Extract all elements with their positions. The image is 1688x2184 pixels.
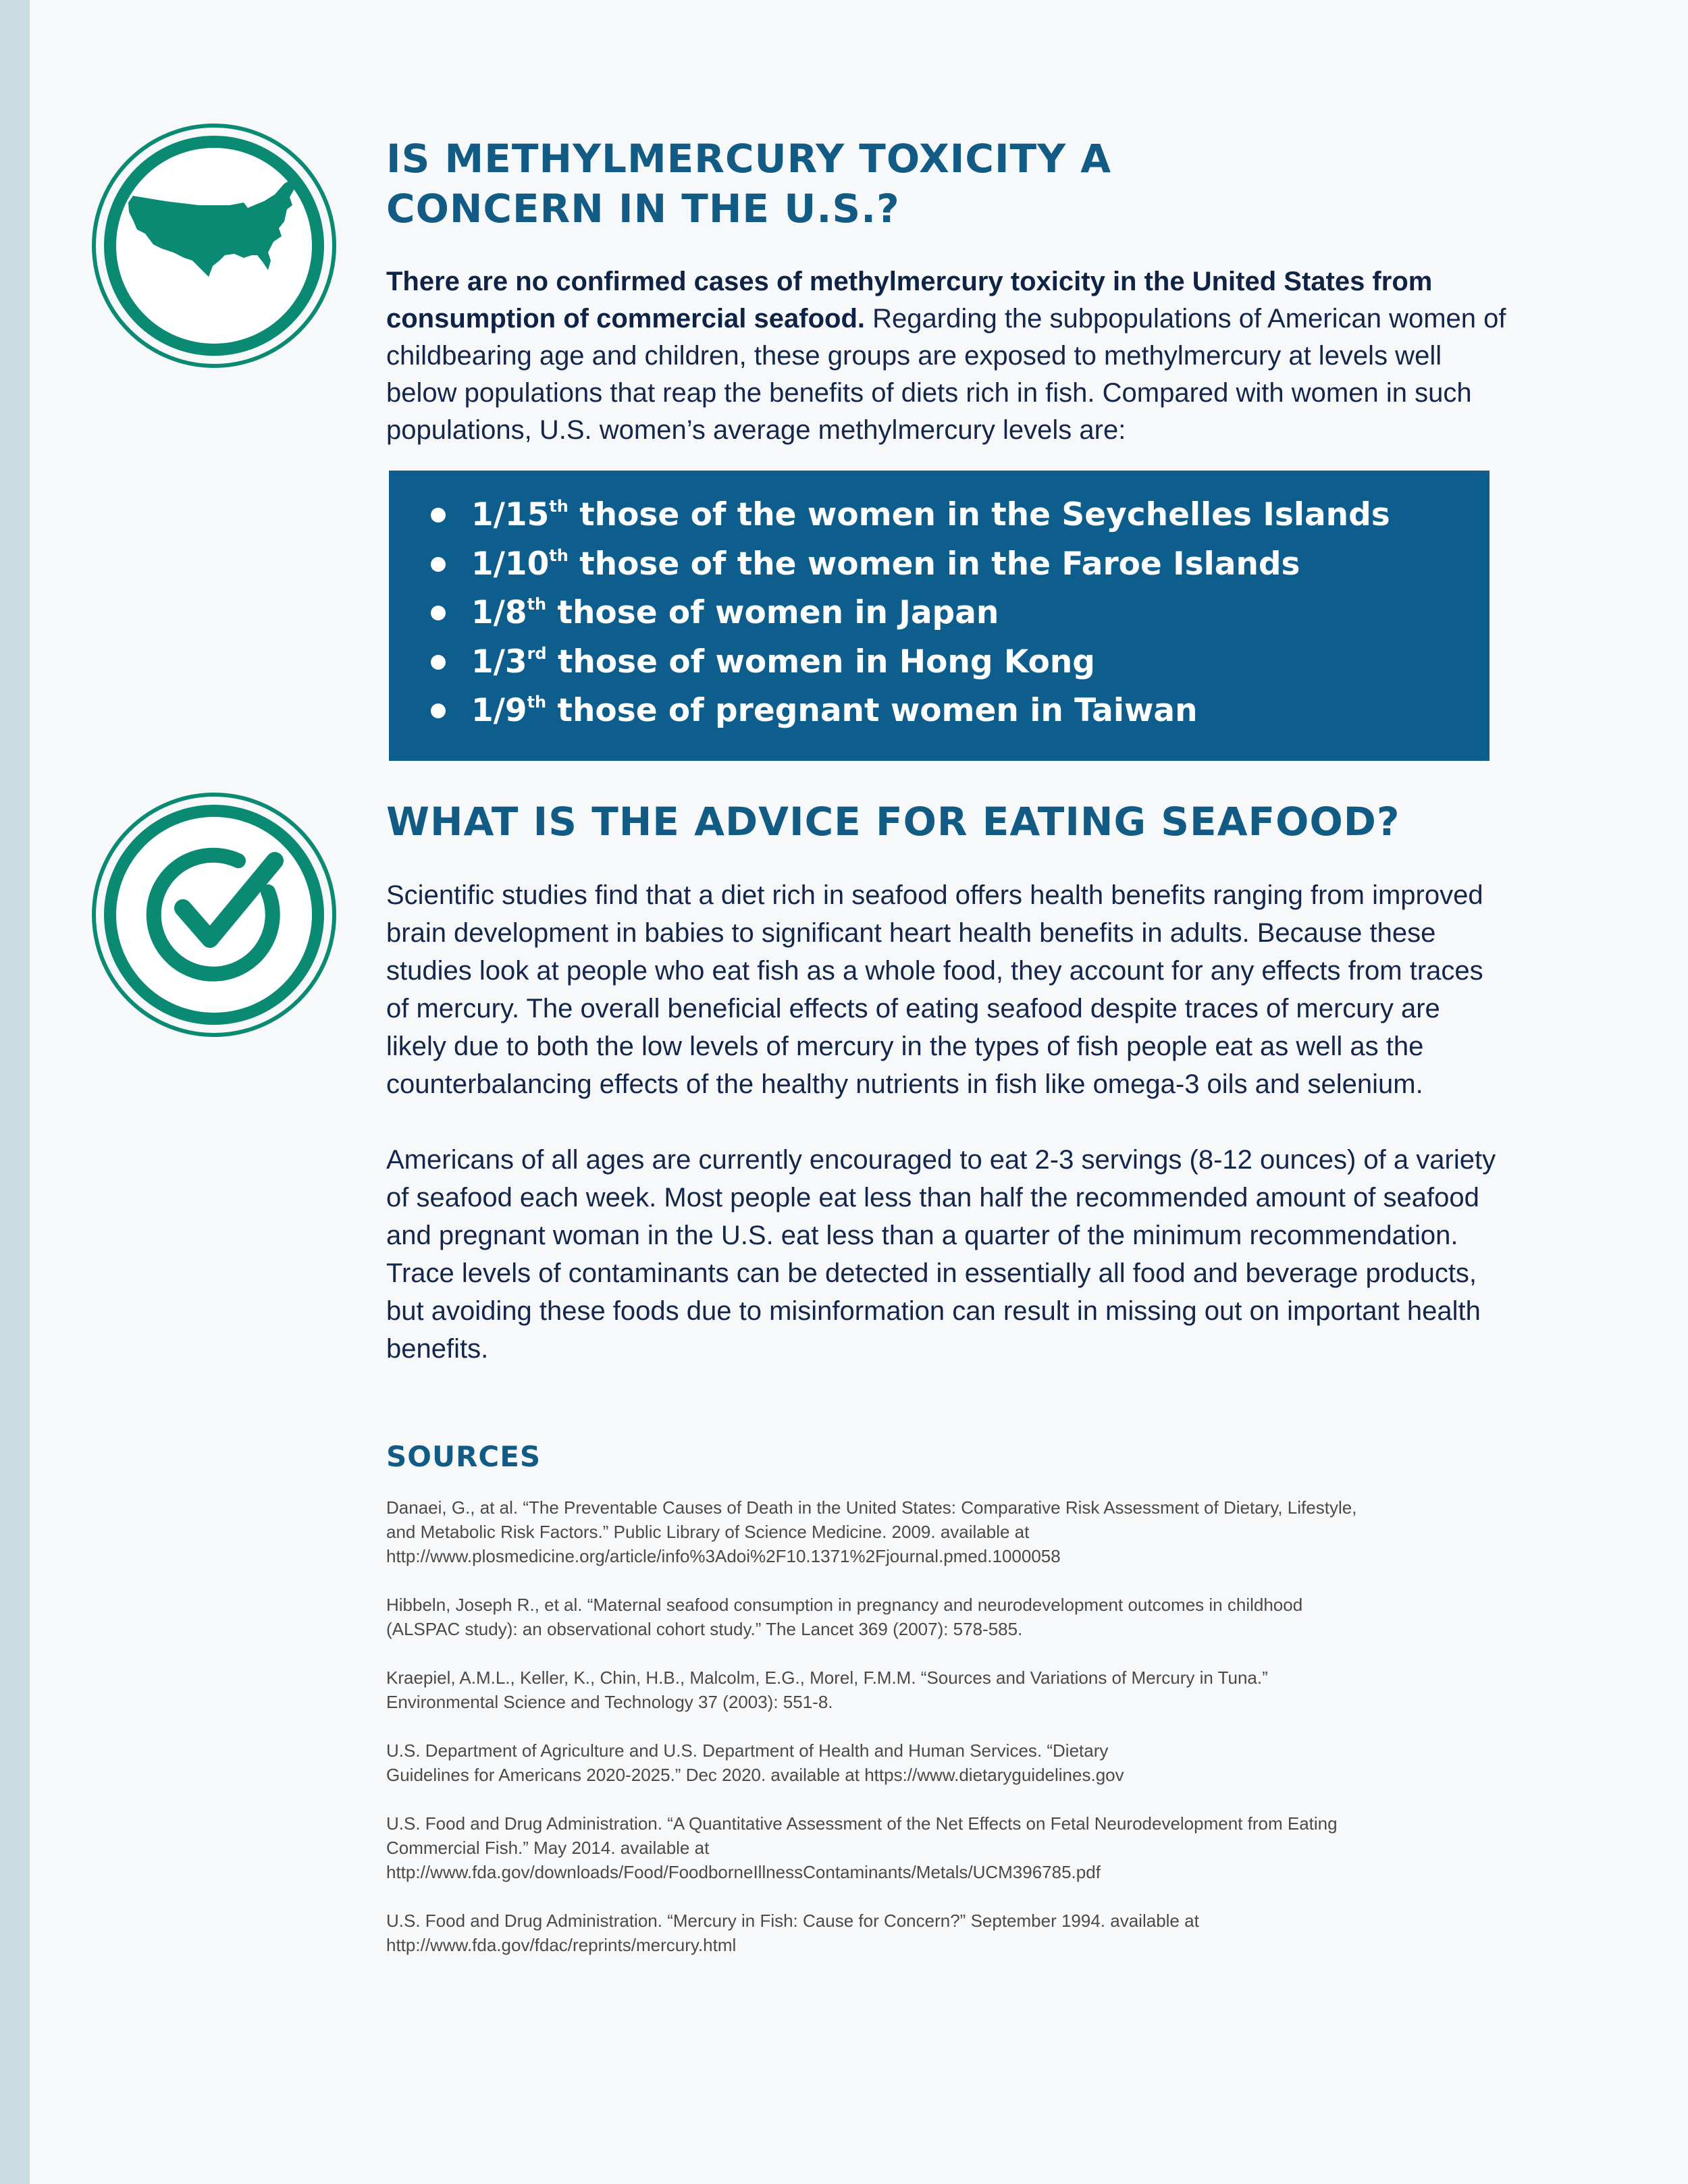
comparison-item [431, 491, 1489, 540]
section1-heading-line: CONCERN IN THE U.S.? [386, 186, 900, 232]
source-line: Guidelines for Americans 2020-2025.” Dec 2020. available at https://www.dietaryguidelines.gov [386, 1765, 1124, 1785]
side-accent-bar [0, 0, 30, 2184]
intro-text: Regarding the subpopulations of American women of childbearing age and children, these groups are exposed to methylmercury at levels well below populations that reap the benefits of diets rich in fish. Compared with women in such populations, U.S. women’s average methylmercury levels are: [386, 304, 1506, 445]
bullet-icon [431, 655, 446, 670]
bullet-icon [431, 606, 446, 620]
fraction: 1/3 [471, 643, 527, 681]
source-entry [386, 1909, 1500, 1957]
source-entry [386, 1738, 1500, 1787]
fraction: 1/8 [471, 594, 527, 631]
source-link[interactable]: http://www.fda.gov/downloads/Food/FoodborneIllnessContaminants/Metals/UCM396785.pdf [386, 1862, 1101, 1882]
source-link[interactable]: http://www.fda.gov/fdac/reprints/mercury.html [386, 1935, 737, 1955]
comparison-text: those of pregnant women in Taiwan [546, 692, 1198, 729]
comparison-item [431, 687, 1489, 736]
source-line: Kraepiel, A.M.L., Keller, K., Chin, H.B., Malcolm, E.G., Morel, F.M.M. “Sources and Variations of Mercury in Tuna.” [386, 1668, 1268, 1688]
comparison-list [431, 491, 1489, 736]
source-line: U.S. Food and Drug Administration. “A Quantitative Assessment of the Net Effects on Fetal Neurodevelopment from Eating [386, 1813, 1338, 1834]
bullet-icon [431, 508, 446, 523]
fraction: 1/10 [471, 545, 550, 583]
fraction: 1/15 [471, 496, 550, 533]
source-link[interactable]: http://www.plosmedicine.org/article/info%3Adoi%2F10.1371%2Fjournal.pmed.1000058 [386, 1546, 1061, 1566]
comparison-text: those of the women in the Seychelles Islands [568, 496, 1390, 533]
source-line: Commercial Fish.” May 2014. available at [386, 1838, 710, 1858]
comparison-text: those of women in Japan [546, 594, 999, 631]
comparison-item [431, 540, 1489, 589]
fraction: 1/9 [471, 692, 527, 729]
section2-heading: WHAT IS THE ADVICE FOR EATING SEAFOOD? [386, 799, 1400, 845]
sources-heading: SOURCES [386, 1440, 542, 1473]
section1-heading-line: IS METHYLMERCURY TOXICITY A [386, 136, 1112, 182]
source-line: U.S. Food and Drug Administration. “Mercury in Fish: Cause for Concern?” September 1994. available at [386, 1911, 1199, 1931]
bullet-icon [431, 557, 446, 572]
source-entry [386, 1593, 1500, 1641]
ordinal-suffix: th [549, 497, 569, 516]
ordinal-suffix: th [549, 545, 569, 565]
intro-bold-statement: There are no confirmed cases of methylmercury toxicity in the United States from consumption of commercial seafood. [386, 267, 1433, 334]
source-line: Hibbeln, Joseph R., et al. “Maternal seafood consumption in pregnancy and neurodevelopment outcomes in childhood [386, 1595, 1303, 1615]
comparison-text: those of women in Hong Kong [546, 643, 1095, 681]
advice-paragraph: Scientific studies find that a diet rich in seafood offers health benefits ranging from improved brain development in babies to significant heart health benefits in adults. Because these studies look at people who eat fish as a whole food, they account for any effects from traces of mercury. The overall beneficial effects of eating seafood despite traces of mercury are likely due to both the low levels of mercury in the types of fish people eat as well as the counterbalancing effects of the healthy nutrients in fish like omega-3 oils and selenium. [386, 880, 1483, 1099]
comparison-item [431, 589, 1489, 638]
ordinal-suffix: rd [527, 643, 547, 663]
sources-list [386, 1495, 1500, 1981]
ordinal-suffix: th [527, 693, 547, 712]
ordinal-suffix: th [527, 595, 547, 614]
source-entry [386, 1666, 1500, 1714]
us-map-icon [91, 123, 337, 369]
source-line: and Metabolic Risk Factors.” Public Library of Science Medicine. 2009. available at [386, 1522, 1030, 1542]
section1-intro [386, 263, 1507, 449]
advice-paragraph: Americans of all ages are currently encouraged to eat 2-3 servings (8-12 ounces) of a variety of seafood each week. Most people eat less than half the recommended amount of seafood and pregnant woman in the U.S. eat less than a quarter of the minimum recommendation. Trace levels of contaminants can be detected in essentially all food and beverage products, but avoiding these foods due to misinformation can result in missing out on important health benefits. [386, 1145, 1496, 1364]
comparison-box [389, 471, 1489, 761]
source-line: Danaei, G., at al. “The Preventable Causes of Death in the United States: Comparative Risk Assessment of Dietary, Lifestyle, [386, 1497, 1357, 1518]
checkmark-icon [91, 792, 337, 1038]
comparison-item [431, 638, 1489, 687]
source-entry [386, 1811, 1500, 1884]
source-entry [386, 1495, 1500, 1568]
comparison-text: those of the women in the Faroe Islands [568, 545, 1300, 583]
section1-heading [386, 134, 1500, 234]
bullet-icon [431, 703, 446, 718]
source-line: U.S. Department of Agriculture and U.S. Department of Health and Human Services. “Dietary [386, 1740, 1109, 1761]
source-line: Environmental Science and Technology 37 (2003): 551-8. [386, 1692, 833, 1712]
source-line: (ALSPAC study): an observational cohort study.” The Lancet 369 (2007): 578-585. [386, 1619, 1023, 1639]
